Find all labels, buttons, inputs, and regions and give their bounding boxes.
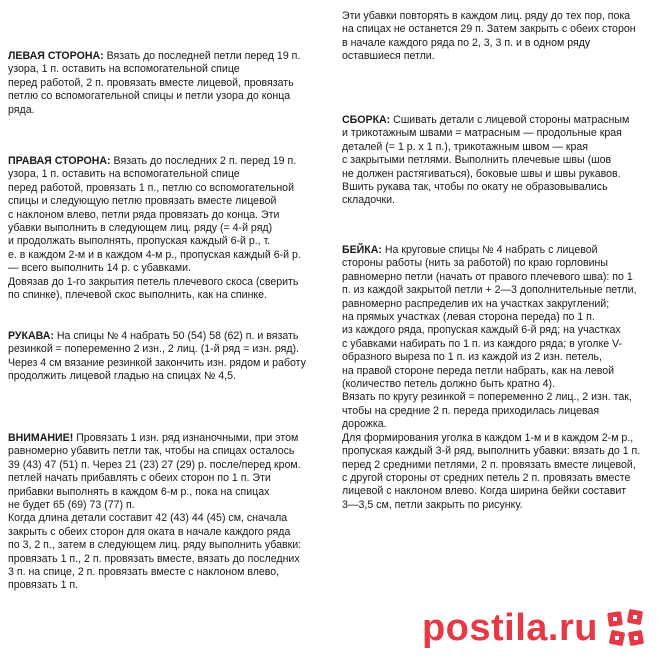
- section-text: На круговые спицы № 4 набрать с лицевой: [381, 244, 598, 256]
- section-left-side: [8, 50, 330, 117]
- text-line: Эти убавки повторять в каждом лиц. ряду до тех пор, пока: [342, 10, 631, 22]
- text-line: чтобы на средние 2 п. переда приходилась лицевая: [342, 404, 600, 417]
- text-line: не должен растягиваться), боковые швы и швы рукавов.: [342, 167, 621, 180]
- text-line: Вязать по кругу резинкой = попеременно 2 лиц., 2 изн. так,: [342, 391, 632, 404]
- text-line: дорожка.: [342, 418, 387, 431]
- section-first-line: [8, 155, 330, 168]
- postila-watermark: [320, 600, 650, 656]
- text-line: петлей начать прибавлять с обеих сторон по 1 п. Эти: [8, 472, 271, 485]
- section-first-line: [342, 244, 654, 257]
- text-line: Через 4 см вязание резинкой закончить изн. рядом и работу: [8, 356, 306, 369]
- text-line: по 3, 2 п., затем в следующем лиц. ряду выполнить убавки:: [8, 539, 302, 552]
- text-line: складочки.: [342, 194, 395, 207]
- section-heading: РУКАВА:: [8, 330, 54, 342]
- text-line: перед работой, 2 п. провязать вместе лицевой, провязать: [8, 76, 294, 89]
- text-line: и трикотажным швами = матрасным — продольные края: [342, 127, 622, 140]
- text-line: провязать 1 п.: [8, 579, 79, 592]
- section-first-line: [8, 330, 330, 343]
- text-line: с закрытыми петлями. Выполнить плечевые швы (шов: [342, 154, 612, 167]
- text-line: Довязав до 1-го закрытия петель плечевого скоса (сверить: [8, 275, 299, 288]
- section-text: Вязать до последних 2 п. перед 19 п.: [110, 155, 297, 167]
- section-heading: БЕЙКА:: [342, 244, 382, 256]
- text-line: перед работой, провязать 1 п., петлю со вспомогательной: [8, 181, 294, 194]
- section-heading: ЛЕВАЯ СТОРОНА:: [8, 50, 104, 62]
- text-line: прибавки выполнять в каждом 6-м р., пока на спицах: [8, 485, 270, 498]
- section-binding: [342, 244, 654, 512]
- text-line: убавки выполнить в следующем лиц. ряду (= 4-й ряд): [8, 222, 273, 235]
- text-line: 39 (43) 47 (51) п. Через 21 (23) 27 (29) р. после/перед кром.: [8, 458, 301, 471]
- section-right-side: [8, 155, 330, 302]
- text-line: 3—3,5 см, петли закрыть по рисунку.: [342, 498, 523, 511]
- text-line: 3 п. на спице, 2 п. провязать вместе с наклоном влево,: [8, 566, 280, 579]
- text-line: петлю со вспомогательной спицы и петли узора до конца: [8, 90, 291, 103]
- section-assembly: [342, 114, 654, 208]
- text-line: п. из каждой закрытой петли + 2—3 дополнительные петли,: [342, 284, 637, 297]
- text-line: е. в каждом 2-м и в каждом 4-м р., пропуская каждый 6-й р.: [8, 248, 301, 261]
- text-line: и продолжать выполнять, пропуская каждый 6-й р., т.: [8, 235, 271, 248]
- text-line: узора, 1 п. оставить на вспомогательной спице: [8, 168, 240, 181]
- text-line: на правой стороне переда петли набрать, как на левой: [342, 364, 615, 377]
- section-sleeves: [8, 330, 330, 384]
- text-line: Когда длина детали составит 42 (43) 44 (45) см, сначала: [8, 512, 288, 525]
- text-line: на спицах не останется 29 п. Затем закрыть с обеих сторон: [342, 23, 636, 36]
- text-line: продолжить лицевой гладью на спицах № 4,5.: [8, 370, 236, 383]
- text-line: из каждого ряда, пропуская каждый 6-й ряд; на участках: [342, 324, 621, 337]
- section-text: Сшивать детали с лицевой стороны матрасным: [390, 114, 630, 126]
- text-line: Вшить рукава так, чтобы по окату не образовывались: [342, 181, 608, 194]
- watermark-text: postila.ru: [421, 607, 598, 649]
- text-line: в начале каждого ряда по 2, 3, 3 п. и в одном ряду: [342, 36, 591, 49]
- section-heading: ПРАВАЯ СТОРОНА:: [8, 155, 111, 167]
- text-line: не будет 65 (69) 73 (77) п.: [8, 499, 135, 512]
- text-line: равномерно убавить петли так, чтобы на спицах осталось: [8, 445, 295, 458]
- text-line: ряда.: [8, 103, 35, 116]
- text-line: резинкой = попеременно 2 изн., 2 лиц. (1-й ряд = изн. ряд).: [8, 343, 299, 356]
- text-line: на прямых участках (левая сторона переда) по 1 п.: [342, 311, 595, 324]
- section-text: Провязать 1 изн. ряд изнаночными, при этом: [73, 432, 299, 444]
- text-line: с другой стороны от средних петель 2 п. провязать вместе: [342, 471, 631, 484]
- text-line: деталей (= 1 р. х 1 п.), трикотажным швом — края: [342, 140, 589, 153]
- section-first-line: [342, 114, 654, 127]
- text-line: спицы и следующую петлю провязать вместе лицевой: [8, 195, 277, 208]
- section-text: Вязать до последней петли перед 19 п.: [103, 50, 301, 62]
- section-first-line: [8, 50, 330, 63]
- text-line: — всего выполнить 14 р. с убавками.: [8, 262, 192, 275]
- section-first-line: [8, 432, 330, 445]
- text-line: стороны работы (нить за работой) по краю горловины: [342, 257, 608, 270]
- text-line: перед 2 средними петлями, 2 п. провязать вместе лицевой,: [342, 458, 636, 471]
- text-line: оставшиеся петли.: [342, 50, 435, 63]
- section-continued: [342, 10, 654, 64]
- text-line: равномерно петли (начать от правого плечевого шва): по 1: [342, 270, 633, 283]
- section-heading: ВНИМАНИЕ!: [8, 432, 74, 444]
- text-line: Для формирования уголка в каждом 1-м и в каждом 2-м р.,: [342, 431, 634, 444]
- text-line: (количество петель должно быть кратно 4).: [342, 378, 556, 391]
- text-line: лицевой с наклоном влево. Когда ширина бейки составит: [342, 485, 627, 498]
- text-line: образного выреза по 1 п. из каждой из 2 изн. петель,: [342, 351, 602, 364]
- text-line: с убавками набирать по 1 п. из каждого ряда; в уголке V-: [342, 337, 623, 350]
- text-line: пропуская каждый 3-й ряд, выполнить убавки: вязать до 1 п.: [342, 445, 641, 458]
- section-attention: [8, 432, 330, 593]
- section-text: На спицы № 4 набрать 50 (54) 58 (62) п. и вязать: [53, 330, 299, 342]
- section-heading: СБОРКА:: [342, 114, 391, 126]
- text-line: с наклоном влево, петли ряда провязать до конца. Эти: [8, 208, 280, 221]
- text-line: равномерно распределив их на участках закруглений;: [342, 297, 610, 310]
- text-line: закрыть с обеих сторон для оката в начале каждого ряда: [8, 525, 291, 538]
- text-line: провязать 1 п., 2 п. провязать вместе, вязать до последних: [8, 552, 300, 565]
- text-line: по спинке), плечевой скос выполнить, как на спинке.: [8, 289, 268, 302]
- postila-logo-icon: [602, 604, 650, 652]
- text-line: узора, 1 п. оставить на вспомогательной спице: [8, 63, 240, 76]
